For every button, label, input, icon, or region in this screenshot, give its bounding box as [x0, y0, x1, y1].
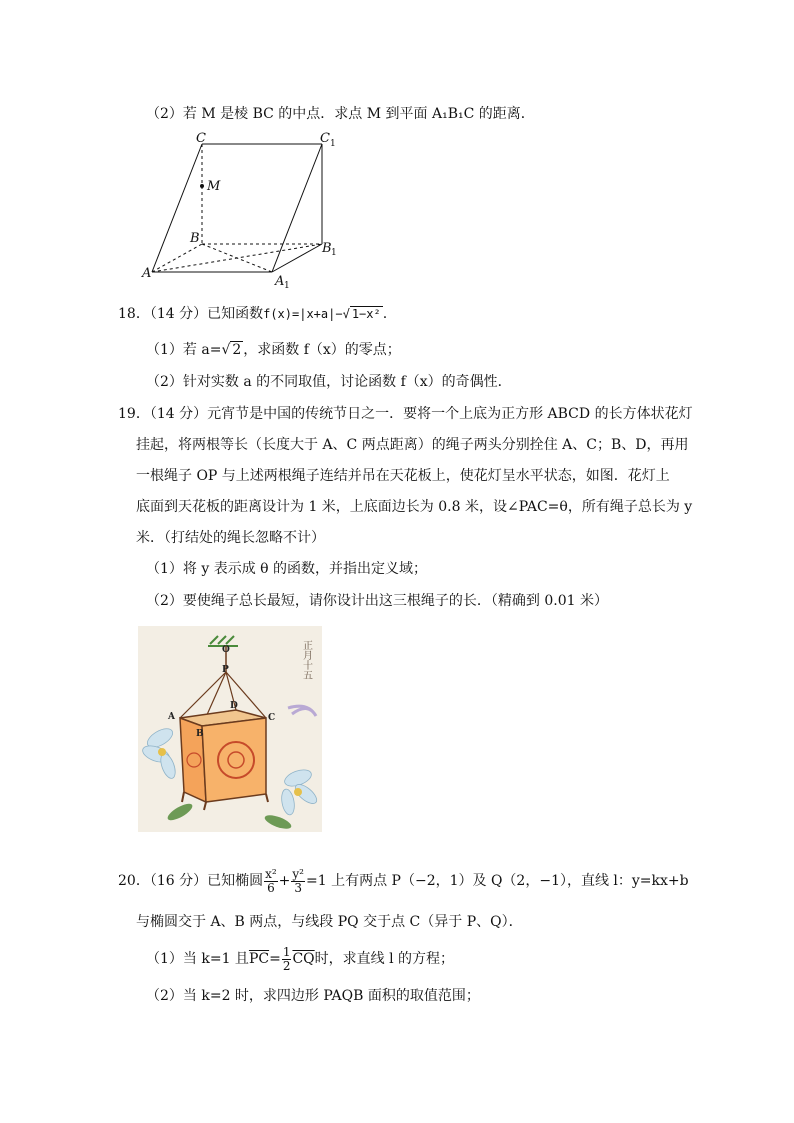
q19-line-1: 19．（14 分）元宵节是中国的传统节日之一．要将一个上底为正方形 ABCD 的长方体状花灯 [118, 406, 693, 422]
q18-part1: （1）若 a=√ 2 ，求函数 f（x）的零点； [146, 342, 401, 358]
label-c1: C [320, 132, 330, 146]
label-d: D [230, 701, 238, 711]
label-a1: A [275, 274, 285, 289]
side-text: 正月十五 [300, 640, 312, 680]
q20-stem: 20．（16 分）已知椭圆 $\frac{\text{x²}}{6}$ + $\frac{\text{y²}}{3}$ =1 上有两点 P（−2，1）及 Q（2，−1），直线 l：y=kx+b [118, 866, 689, 895]
point-m [200, 184, 204, 188]
lantern-figure [138, 626, 322, 832]
q19-line-5: 米．（打结处的绳长忽略不计） [136, 530, 325, 546]
q19-line-3: 一根绳子 OP 与上述两根绳子连结并吊在天花板上，使花灯呈水平状态，如图．花灯上 [136, 468, 670, 484]
q18-formula: f(x)=|x+a|− [263, 307, 343, 321]
edge-c-a [152, 144, 202, 272]
vector-pc: $\overline{PC}$ [248, 951, 270, 967]
lantern-front-face [202, 718, 266, 802]
q18-part2: （2）针对实数 a 的不同取值，讨论函数 f（x）的奇偶性． [146, 374, 512, 390]
label-o: O [222, 645, 230, 655]
q19-part1: （1）将 y 表示成 θ 的函数，并指出定义域； [146, 561, 428, 577]
svg-text:1: 1 [284, 281, 290, 291]
q20-part1: （1）当 k=1 且$\overline{PC}=$ $\frac{1}{2}$ $\overline{CQ}$时，求直线 l 的方程； [146, 944, 455, 973]
label-p: P [222, 665, 229, 675]
ellipse-x-term: $\frac{\text{x²}}{6}$ [265, 866, 277, 895]
label-c: C [196, 132, 206, 146]
prism-figure [136, 132, 346, 292]
q17-part2: （2）若 M 是棱 BC 的中点．求点 M 到平面 A₁B₁C 的距离． [146, 106, 535, 122]
q19-part2: （2）要使绳子总长最短，请你设计出这三根绳子的长．（精确到 0.01 米） [146, 593, 608, 609]
label-b: B [190, 231, 200, 246]
label-m: M [207, 179, 221, 194]
ellipse-y-term: $\frac{\text{y²}}{3}$ [292, 866, 304, 895]
label-a: A [142, 266, 152, 281]
q18-stem: 18．（14 分）已知函数f(x)=|x+a|−√ 1−x² . [118, 306, 388, 322]
svg-text:1: 1 [331, 248, 337, 258]
q19-line-2: 挂起，将两根等长（长度大于 A、C 两点距离）的绳子两头分别拴住 A、C；B、D，再用 [136, 437, 689, 453]
q20-part2: （2）当 k=2 时，求四边形 PAQB 面积的取值范围； [146, 988, 480, 1004]
q20-line-2: 与椭圆交于 A、B 两点，与线段 PQ 交于点 C（异于 P、Q）． [136, 914, 523, 930]
svg-text:1: 1 [330, 139, 336, 149]
label-b1: B [322, 241, 332, 256]
vector-cq: $\overline{CQ}$ [292, 951, 315, 967]
q19-line-4: 底面到天花板的距离设计为 1 米，上底面边长为 0.8 米，设∠PAC=θ，所有绳子总长为 y [136, 499, 693, 515]
label-c: C [268, 713, 276, 723]
diag-b-a1-hidden [202, 244, 272, 272]
edge-c1-a1 [272, 144, 322, 272]
label-a: A [168, 712, 175, 722]
label-b: B [196, 729, 204, 739]
